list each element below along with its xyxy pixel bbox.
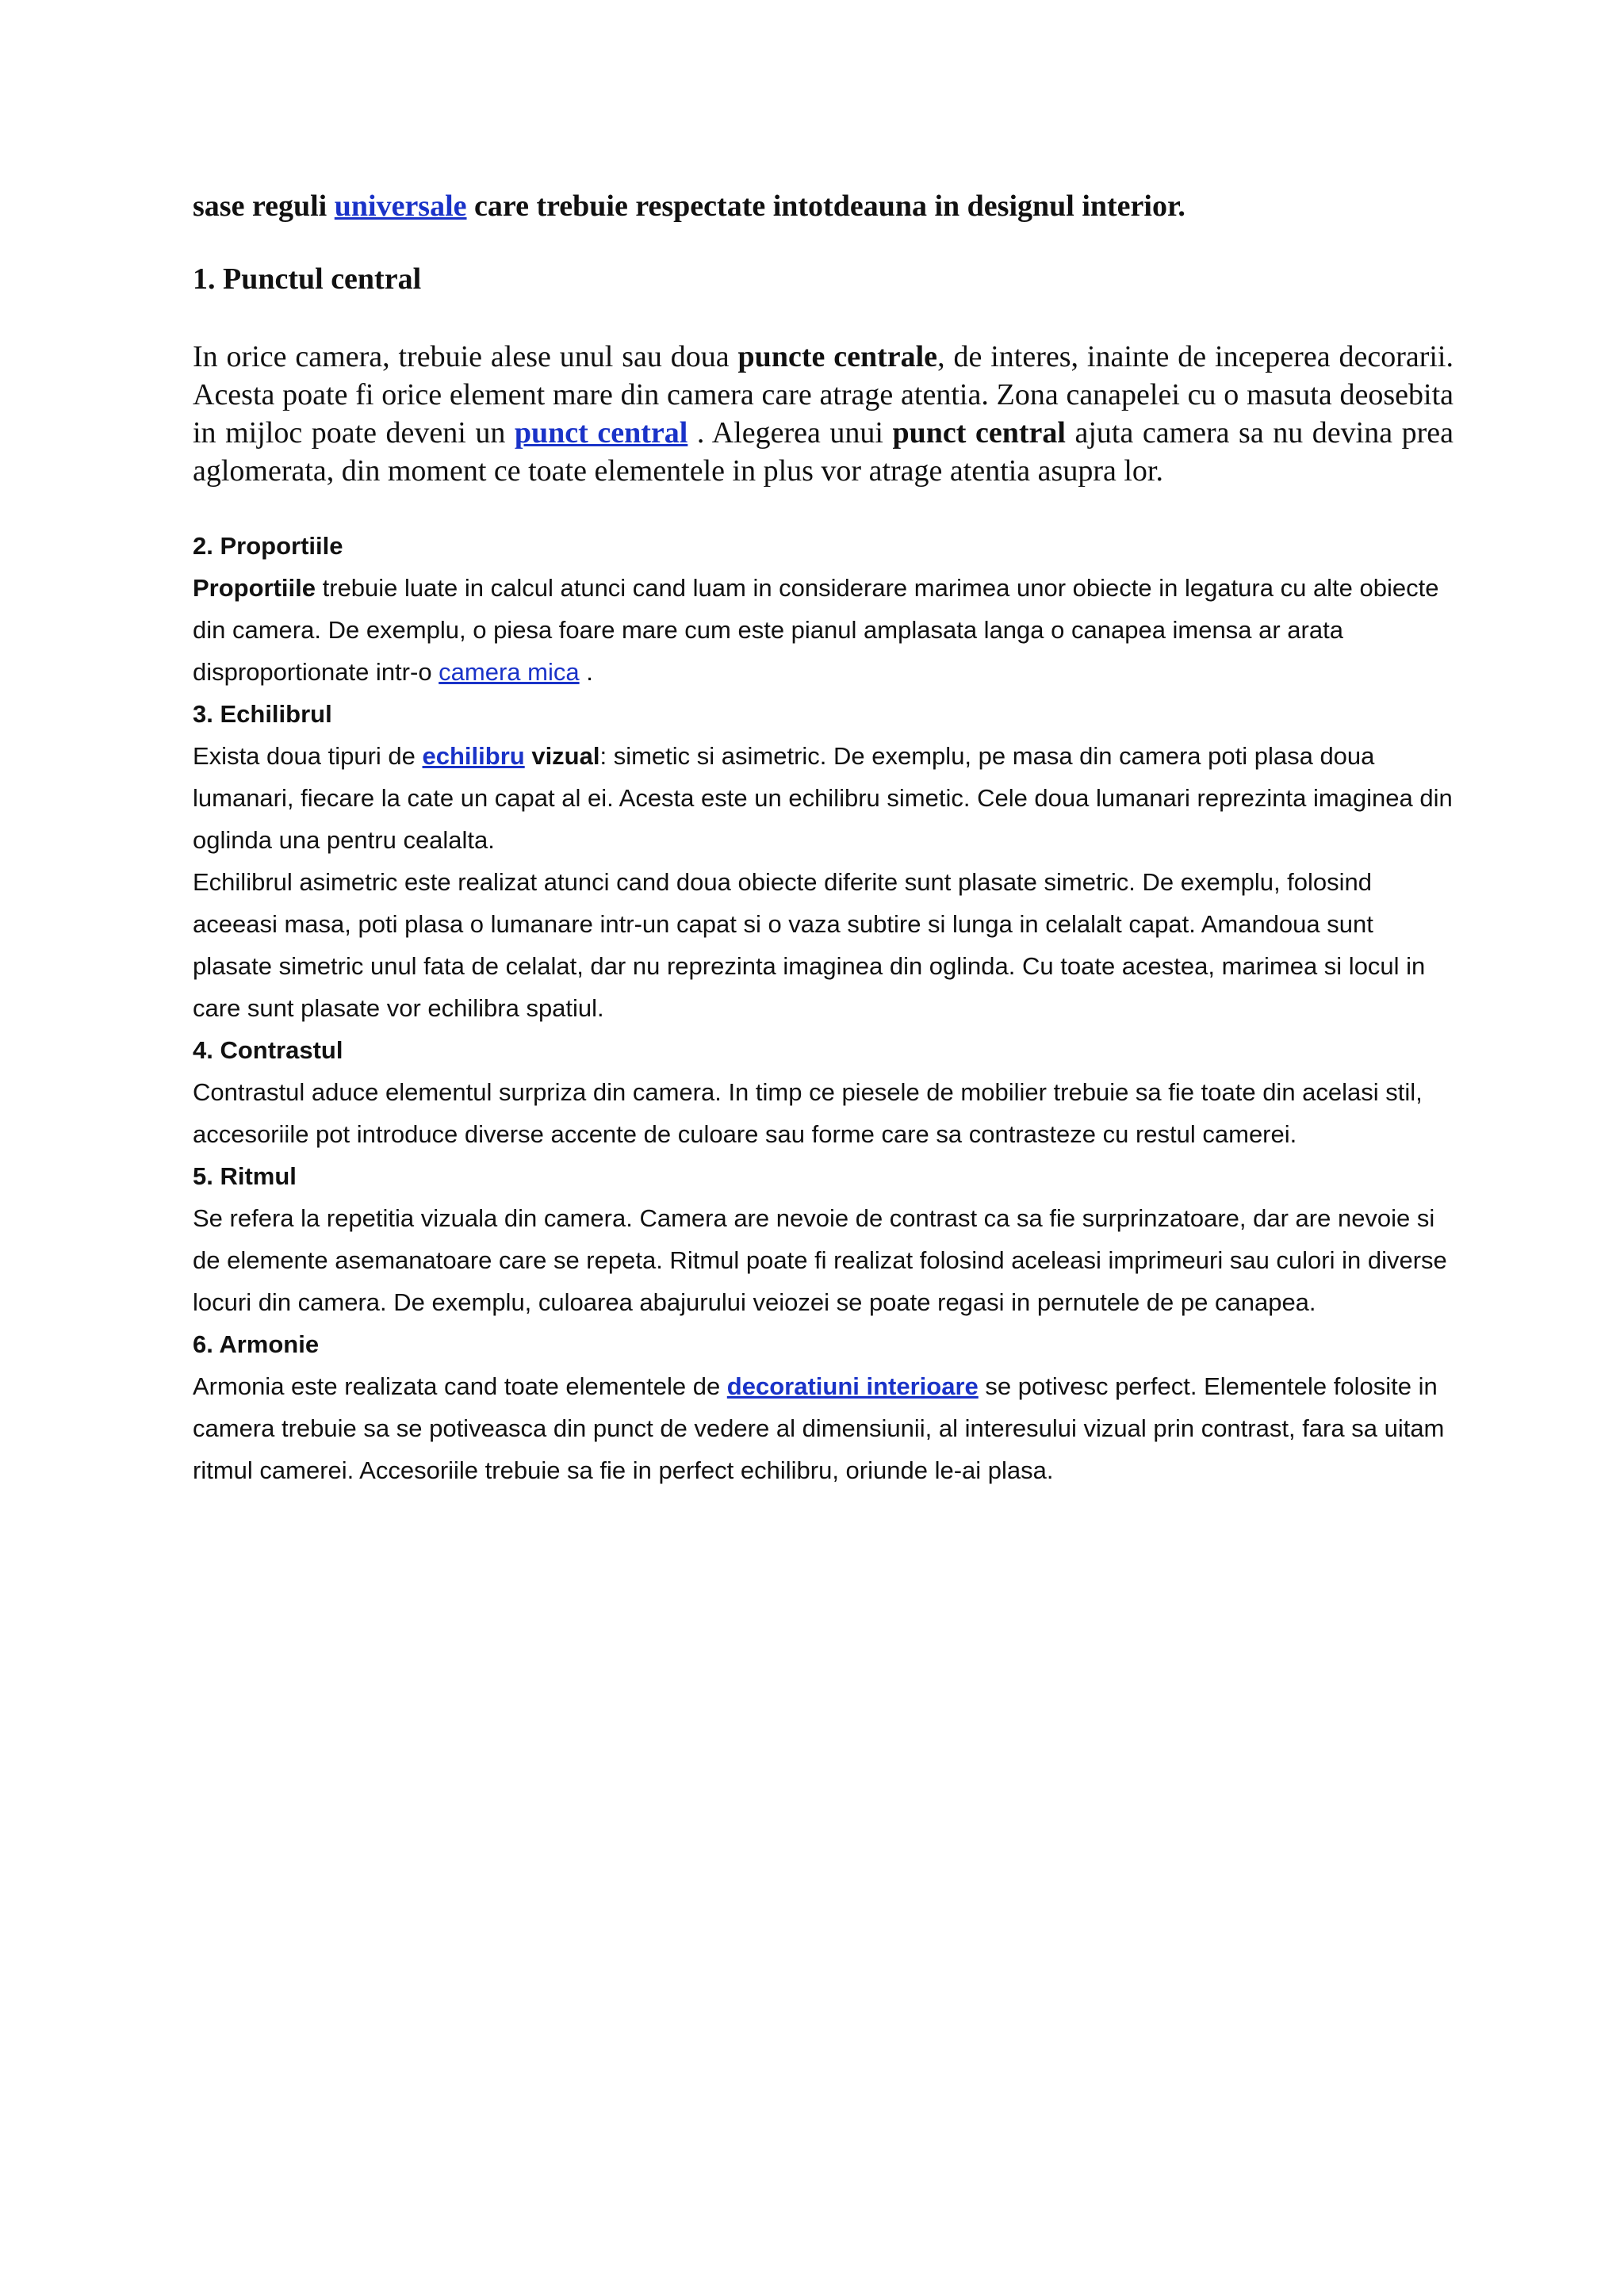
section3-text-a: Exista doua tipuri de (193, 742, 423, 770)
intro-text-after: care trebuie respectate intotdeauna in designul interior. (466, 189, 1185, 223)
section5-paragraph: Se refera la repetitia vizuala din camera. Camera are nevoie de contrast ca sa fie surprinzatoare, dar are nevoie si de elemente asemanatoare care se repeta. Ritmul poate fi realizat folosind aceleasi imprimeuri sau culori in diverse locuri din camera. De exemplu, culoarea abajurului veiozei se poate regasi in pernutele de pe canapea. (193, 1204, 1447, 1316)
section6-paragraph (193, 1365, 1454, 1491)
section3-bold-vizual: vizual (524, 742, 600, 770)
document-page (193, 187, 1454, 1491)
section1-text-a: In orice camera, trebuie alese unul sau doua (193, 340, 738, 373)
section2-bold-proportiile: Proportiile (193, 574, 316, 602)
section1-bold-punct-central: punct central (892, 416, 1066, 450)
section1-paragraph (193, 338, 1454, 490)
section1-text-f: ajuta camera sa nu devina prea aglomerata, din moment ce toate elementele in plus vor atrage atentia asupra lor. (193, 416, 1454, 488)
section6-text-a: Armonia este realizata cand toate elementele de (193, 1372, 727, 1400)
section6-heading: 6. Armonie (193, 1330, 320, 1358)
section1-bold-puncte-centrale: puncte centrale (737, 340, 938, 373)
section2-text-a: trebuie luate in calcul atunci cand luam in considerare marimea unor obiecte in legatura cu alte obiecte din camera. De exemplu, o piesa foare mare cum este pianul amplasata langa o canapea imensa ar arata disproportionate intr-o (193, 574, 1439, 686)
camera-mica-link[interactable]: camera mica (439, 658, 580, 686)
section3-text-b: : simetic si asimetric. De exemplu, pe masa din camera poti plasa doua lumanari, fiecare la cate un capat al ei. Acesta este un echilibru simetic. Cele doua lumanari reprezinta imaginea din oglinda una pentru cealalta. (193, 742, 1453, 854)
section1-text-d: . Alegerea unui (688, 416, 893, 450)
section2-paragraph (193, 567, 1454, 693)
universale-link[interactable]: universale (334, 189, 467, 223)
punct-central-link[interactable]: punct central (514, 416, 688, 450)
section2-text-b: . (579, 658, 593, 686)
section5-heading: 5. Ritmul (193, 1162, 297, 1190)
section4-paragraph: Contrastul aduce elementul surpriza din camera. In timp ce piesele de mobilier trebuie sa fie toate din acelasi stil, accesoriile pot introduce diverse accente de culoare sau forme care sa contrasteze cu restul camerei. (193, 1078, 1423, 1148)
section3-paragraph-2: Echilibrul asimetric este realizat atunci cand doua obiecte diferite sunt plasate simetric. De exemplu, folosind aceeasi masa, poti plasa o lumanare intr-un capat si o vaza subtire si lunga in celalalt capat. Amandoua sunt plasate simetric unul fata de celalat, dar nu reprezinta imaginea din oglinda. Cu toate acestea, marimea si locul in care sunt plasate vor echilibra spatiul. (193, 868, 1426, 1022)
decoratiuni-interioare-link[interactable]: decoratiuni interioare (726, 1372, 979, 1400)
section6-text-b: se potivesc perfect. Elementele folosite in camera trebuie sa se potiveasca din punct de vedere al dimensiunii, al interesului vizual prin contrast, fara sa uitam ritmul camerei. Accesoriile trebuie sa fie in perfect echilibru, oriunde le-ai plasa. (193, 1372, 1445, 1484)
section1-text-c: , de interes, inainte de inceperea decorarii. Acesta poate fi orice element mare din camera care atrage atentia. Zona canapelei cu o masuta deosebita in mijloc poate deveni un (193, 340, 1454, 450)
section1-heading: 1. Punctul central (193, 262, 422, 296)
intro-line (193, 187, 1454, 225)
sans-sections (193, 525, 1454, 1491)
section4-heading: 4. Contrastul (193, 1036, 343, 1064)
section3-paragraph-1 (193, 735, 1454, 861)
echilibru-link[interactable]: echilibru (422, 742, 525, 770)
section2-heading: 2. Proportiile (193, 532, 343, 560)
intro-text-before: sase reguli (193, 189, 335, 223)
section3-heading: 3. Echilibrul (193, 700, 332, 728)
